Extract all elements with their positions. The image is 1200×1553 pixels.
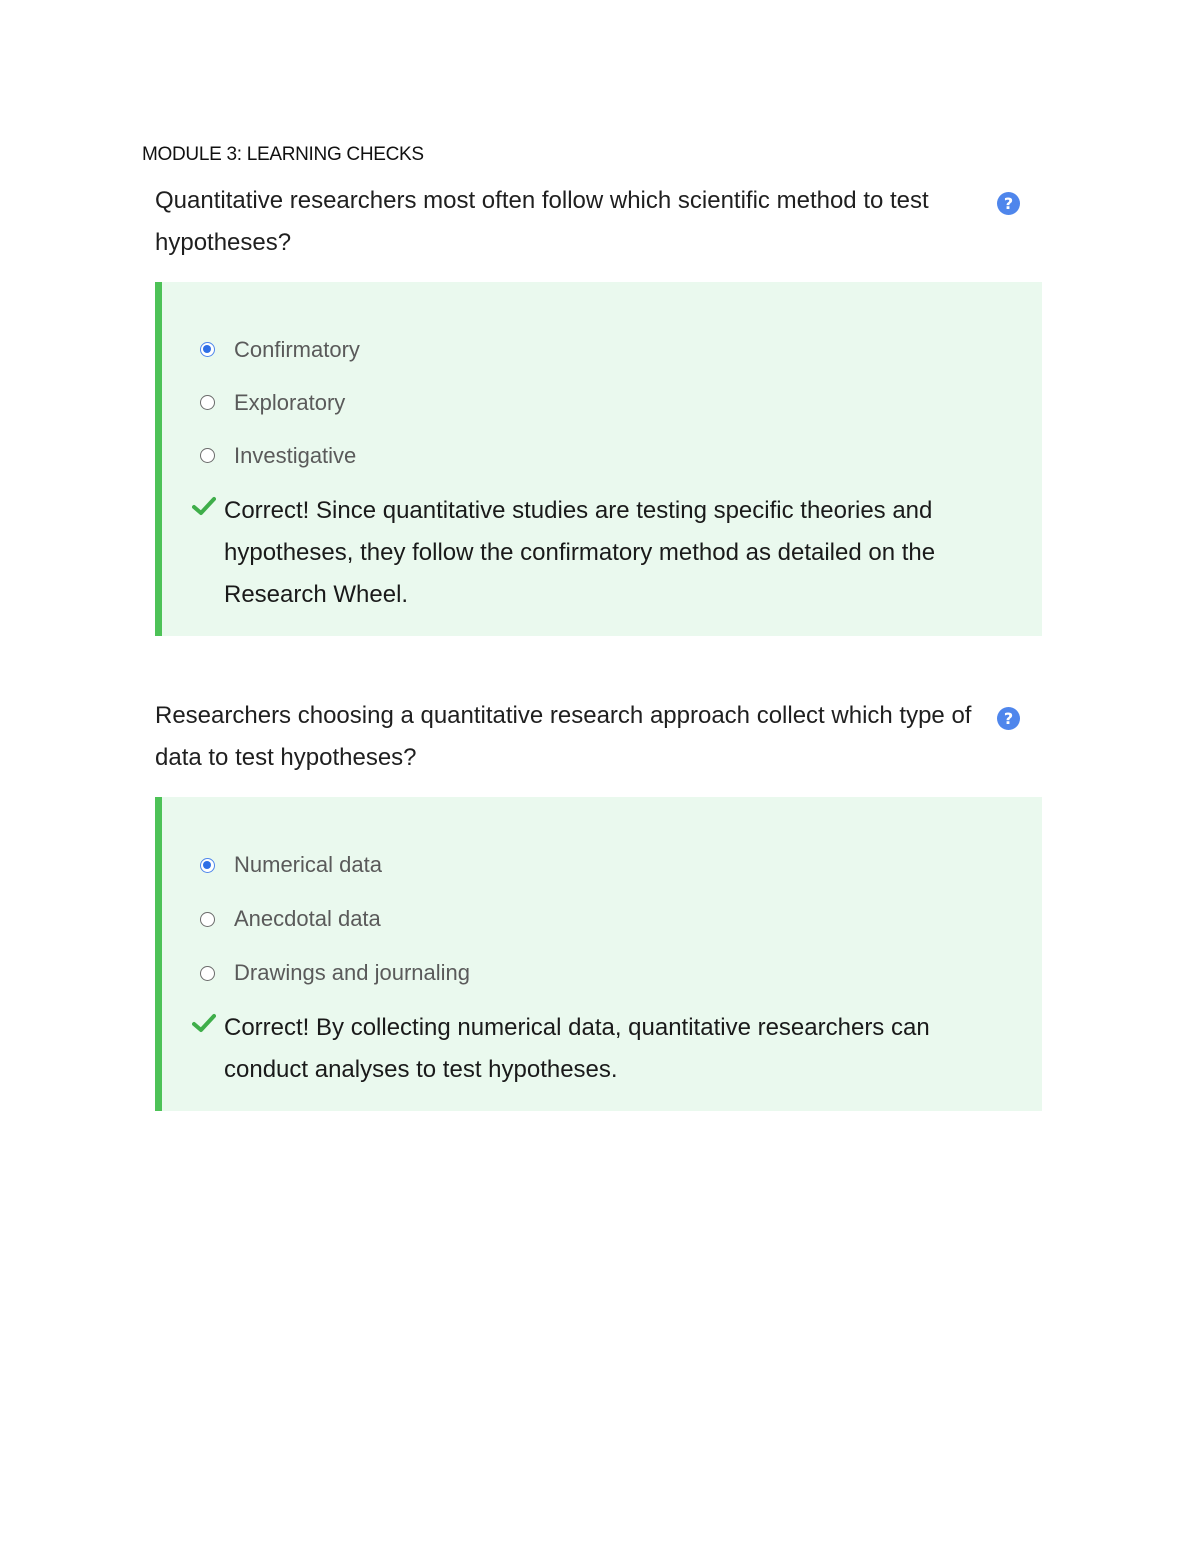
feedback-message (192, 490, 1012, 616)
feedback-text: Correct! By collecting numerical data, quantitative researchers can conduct analyses to test hypotheses. (224, 1014, 930, 1083)
radio-button[interactable] (200, 966, 215, 981)
question-card-1 (155, 180, 1042, 636)
radio-button-selected[interactable] (200, 858, 215, 873)
option-label: Confirmatory (234, 336, 360, 362)
question-header (155, 180, 1042, 264)
question-mark-icon[interactable]: ? (997, 192, 1020, 215)
feedback-text: Correct! Since quantitative studies are testing specific theories and hypotheses, they follow the confirmatory method as detailed on the Research Wheel. (224, 497, 936, 608)
radio-button-selected[interactable] (200, 342, 215, 357)
option-drawings-and-journaling[interactable] (200, 946, 470, 1000)
option-investigative[interactable] (200, 429, 360, 482)
option-label: Drawings and journaling (234, 960, 471, 985)
answer-options (200, 838, 470, 1000)
question-prompt: Researchers choosing a quantitative research approach collect which type of data to test hypotheses? (155, 702, 972, 771)
option-label: Anecdotal data (234, 906, 381, 931)
option-label: Numerical data (234, 852, 382, 877)
option-exploratory[interactable] (200, 376, 360, 429)
option-label: Exploratory (234, 389, 346, 415)
radio-button[interactable] (200, 448, 215, 463)
feedback-message (192, 1007, 1012, 1091)
checkmark-icon (192, 490, 224, 616)
answer-panel (155, 797, 1042, 1111)
option-numerical-data[interactable] (200, 838, 470, 892)
radio-button[interactable] (200, 912, 215, 927)
option-anecdotal-data[interactable] (200, 892, 470, 946)
checkmark-icon (192, 1007, 224, 1091)
radio-button[interactable] (200, 395, 215, 410)
page-title: MODULE 3: LEARNING CHECKS (142, 144, 424, 165)
answer-options (200, 323, 360, 482)
option-label: Investigative (234, 442, 357, 468)
question-prompt: Quantitative researchers most often follow which scientific method to test hypotheses? (155, 187, 929, 256)
question-mark-icon[interactable]: ? (997, 707, 1020, 730)
question-card-2 (155, 695, 1042, 1111)
answer-panel (155, 282, 1042, 636)
option-confirmatory[interactable] (200, 323, 360, 376)
question-header (155, 695, 1042, 779)
